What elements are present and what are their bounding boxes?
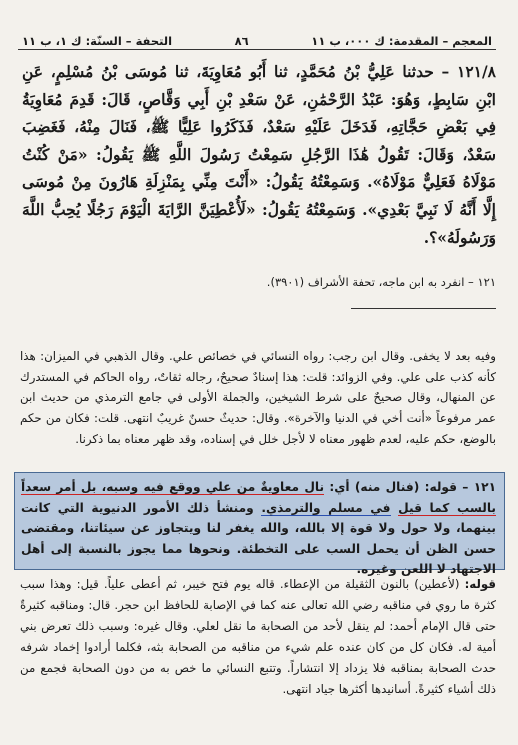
hadith-number: ١٢١/٨ – [441, 62, 496, 81]
hadith-chain: حدثنا عَلِيُّ بْنُ مُحَمَّدٍ، ثنا أَبُو مُعَاوِيَةَ، ثنا مُوسَى بْنُ مُسْلِمٍ، عَنِ ابْنِ سَابِطٍ، وَهُوَ: عَبْدُ الرَّحْمَٰنِ، عَنْ سَعْدِ بْنِ أَبِي وَقَّاصٍ، قَالَ: قَدِمَ مُعَاوِيَةُ فِي بَعْضِ حَجَّاتِهِ، فَدَخَلَ عَلَيْهِ سَعْدٌ، فَذَكَرُوا عَلِيًّا ﷺ، فَنَالَ مِنْهُ، فَغَضِبَ سَعْدٌ، وَقَالَ: تَقُولُ هَٰذَا الرَّجُلِ سَمِعْتُ رَسُولَ اللَّهِ ﷺ يَقُولُ: [22, 62, 496, 164]
closing-lead: قوله: [464, 577, 496, 591]
hadith-connector-2: وَسَمِعْتُهُ يَقُولُ: [265, 172, 360, 192]
page-number: ٨٦ [234, 34, 249, 48]
hadith-quote-1: «مَنْ كُنْتُ مَوْلَاهُ فَعَلِيٌّ مَوْلَاهُ». [22, 144, 496, 192]
annotation-ai: أي: [329, 480, 350, 494]
hadith-text [22, 58, 496, 280]
highlighted-annotation [14, 472, 505, 577]
hadith-connector-3: وَسَمِعْتُهُ يَقُولُ: [262, 199, 356, 219]
closing-text: (لأعطين) بالنون الثقيلة من الإعطاء. قاله يوم فتح خيبر، ثم أعطى علياً. قيل: وهذا سبب كثرة ما روي في مناقبه رضي الله تعالى عنه كما في الإصابة للحافظ ابن حجر. قال: ومناقبه كثيرةٌ حتى قال الإمام أحمد: لم ينقل لأحد من الصحابة ما نقل لعلي. وقال غيره: وسبب ذلك تعرض بني أمية له. فكان كل من كان عنده علم شيء من مناقبه من الصحابة بثه، فكلما أرادوا إخماد شرفه حدث الصحابة بمناقبه فلا يزداد إلا انتشاراً. وتتبع النسائي ما خص به من دون الصحابة فجمع من ذلك أشياء كثيرةً. أسانيدها أكثرها جياد انتهى. [20, 577, 496, 696]
annotation-rest: ومنشأ ذلك الأمور الدنيوية التي كانت بينهما، ولا حول ولا قوة إلا بالله، والله يغفر لنا ويتجاوز عن سيئاتنا، ومقتضى حسن الظن أن يحمل السب على التخطئة. ونحوها مما يجوز بالنسبة إلى أهل الاجتهاد لا اللعن وغيره. [21, 500, 496, 577]
header-reference-left: التحفة – السنّة: ك ١، ب ١١ [22, 34, 173, 48]
footnote: ١٢١ – انفرد به ابن ماجه، تحفة الأشراف (٣٩٠١). [266, 275, 496, 289]
commentary-paragraph: وفيه بعد لا يخفى. وقال ابن رجب: رواه النسائي في خصائص علي. وقال الذهبي في الميزان: هذا كأنه كذب على علي. وفي الزوائد: قلت: هذا إسنادٌ صحيحٌ، رجاله ثقاتٌ، رواه الحاكم في المستدرك عن المنهال، وقال صحيحٌ على شرط الشيخين، والجملة الأولى في جامع الترمذي من حديث ابن عمر مرفوعاً «أنت أخي في الدنيا والآخرة». وقال: حديثٌ حسنٌ غريبٌ انتهى. قلت: فكان من حكم بالوضع، حكم عليه، لعدم ظهور معناه لا لأجل خلل في إسناده، وقد ظهر معناه بما ذكرنا. [20, 349, 496, 446]
blue-underlined-text: في مسلم والترمذي. [261, 500, 391, 515]
annotation-lead: ١٢١ – قوله: [424, 480, 497, 494]
red-underlined-text: نال معاويةٌ من علي ووقع فيه وسبه، بل أمر سعداً بالسب كما قيل [21, 480, 496, 515]
hadith-quote-2: «أَنْتَ مِنِّي بِمَنْزِلَةِ هَارُونَ مِنْ مُوسَى إِلَّا أَنَّهُ لَا نَبِيَّ بَعْدِي». [22, 172, 496, 219]
header-divider [18, 49, 496, 50]
page-header [22, 26, 492, 48]
closing-paragraph [20, 574, 496, 734]
header-reference-right: المعجم – المقدمة: ك ٠٠٠، ب ١١ [311, 34, 492, 48]
footnote-divider [351, 308, 496, 309]
hadith-quote-3: «لَأُعْطِيَنَّ الرَّايَةَ الْيَوْمَ رَجُلًا يُحِبُّ اللَّهَ وَرَسُولَهُ»؟. [22, 199, 496, 247]
annotation-phrase: (فنال منه) [354, 480, 420, 494]
